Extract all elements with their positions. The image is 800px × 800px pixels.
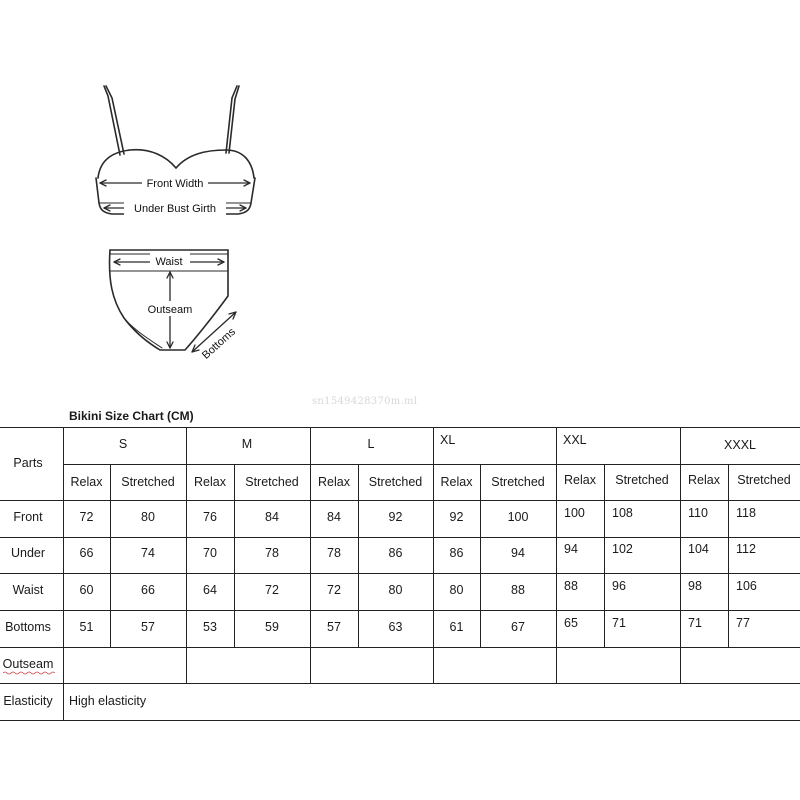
table-cell: 72 (327, 583, 341, 597)
table-cell: 106 (736, 579, 757, 593)
table-cell: 84 (327, 510, 341, 524)
table-cell: 77 (736, 616, 750, 630)
table-column-border (480, 464, 481, 647)
parts-header: Parts (13, 456, 43, 470)
spellcheck-underline (3, 671, 55, 675)
table-cell: 92 (388, 510, 403, 524)
table-cell: 94 (511, 546, 525, 560)
table-cell: 88 (511, 583, 525, 597)
subheader-stretched: Stretched (737, 473, 791, 487)
table-cell: 80 (388, 583, 403, 597)
row-label-waist: Waist (12, 583, 44, 597)
table-cell: 100 (564, 506, 585, 520)
subheader-relax: Relax (688, 473, 720, 487)
table-cell: 57 (327, 620, 341, 634)
subheader-stretched: Stretched (491, 475, 545, 489)
subheader-relax: Relax (318, 475, 350, 489)
table-cell: 112 (736, 542, 756, 556)
table-cell: 86 (388, 546, 403, 560)
table-row-border (0, 720, 800, 721)
table-cell: 94 (564, 542, 578, 556)
watermark-text: sn1549428370m.ml (312, 396, 418, 407)
table-cell: 51 (79, 620, 94, 634)
subheader-relax: Relax (194, 475, 226, 489)
table-cell: 60 (79, 583, 94, 597)
table-column-border (110, 464, 111, 647)
elasticity-value: High elasticity (69, 694, 147, 708)
row-label-bottoms: Bottoms (5, 620, 51, 634)
table-cell: 80 (141, 510, 155, 524)
row-label-under: Under (10, 546, 46, 560)
table-column-border (556, 427, 557, 683)
table-cell: 96 (612, 579, 626, 593)
table-cell: 88 (564, 579, 578, 593)
table-cell: 66 (79, 546, 94, 560)
table-cell: 70 (203, 546, 217, 560)
outseam-label: Outseam (147, 304, 193, 316)
size-header-xxl: XXL (563, 433, 587, 447)
subheader-stretched: Stretched (121, 475, 175, 489)
table-cell: 98 (688, 579, 702, 593)
table-cell: 74 (141, 546, 155, 560)
table-cell: 53 (203, 620, 217, 634)
table-column-border (604, 464, 605, 647)
table-column-border (63, 427, 64, 683)
elasticity-label: Elasticity (3, 694, 53, 708)
table-cell: 71 (688, 616, 702, 630)
table-cell: 78 (265, 546, 279, 560)
table-column-border (310, 427, 311, 683)
table-cell: 61 (449, 620, 464, 634)
table-cell: 71 (612, 616, 626, 630)
table-cell: 64 (203, 583, 217, 597)
subheader-stretched: Stretched (615, 473, 669, 487)
table-cell: 76 (203, 510, 217, 524)
subheader-stretched: Stretched (368, 475, 423, 489)
table-column-border (358, 464, 359, 647)
size-header-s: S (118, 437, 128, 451)
subheader-relax: Relax (440, 475, 473, 489)
table-column-border (433, 427, 434, 683)
table-subheader-line (63, 464, 800, 465)
table-cell: 72 (79, 510, 94, 524)
table-cell: 102 (612, 542, 633, 556)
row-label-outseam: Outseam (2, 657, 54, 671)
table-cell: 66 (141, 583, 155, 597)
bottoms-label: Bottoms (199, 325, 239, 362)
table-cell: 84 (265, 510, 279, 524)
table-cell: 92 (449, 510, 464, 524)
table-cell: 65 (564, 616, 578, 630)
front-width-label: Front Width (146, 178, 204, 190)
table-column-border (63, 683, 64, 720)
table-cell: 80 (449, 583, 464, 597)
size-chart-title: Bikini Size Chart (CM) (69, 409, 194, 423)
table-column-border (728, 464, 729, 647)
size-header-m: M (241, 437, 253, 451)
size-header-xxxl: XXXL (724, 438, 756, 452)
size-header-xl: XL (440, 433, 456, 447)
waist-label: Waist (155, 256, 183, 268)
table-column-border (234, 464, 235, 647)
table-cell: 63 (388, 620, 403, 634)
table-column-border (186, 427, 187, 683)
table-cell: 100 (507, 510, 529, 524)
row-label-front: Front (13, 510, 43, 524)
table-cell: 86 (449, 546, 464, 560)
table-row-border (0, 683, 800, 684)
size-header-l: L (367, 437, 375, 451)
table-cell: 104 (688, 542, 709, 556)
table-cell: 108 (612, 506, 633, 520)
table-column-border (680, 427, 681, 683)
subheader-relax: Relax (564, 473, 596, 487)
table-cell: 72 (265, 583, 279, 597)
table-cell: 59 (265, 620, 279, 634)
table-cell: 78 (327, 546, 341, 560)
subheader-relax: Relax (70, 475, 103, 489)
under-bust-girth-label: Under Bust Girth (134, 203, 216, 215)
table-cell: 57 (141, 620, 155, 634)
table-cell: 110 (688, 506, 708, 520)
subheader-stretched: Stretched (245, 475, 299, 489)
table-cell: 118 (736, 506, 756, 520)
table-cell: 67 (511, 620, 525, 634)
